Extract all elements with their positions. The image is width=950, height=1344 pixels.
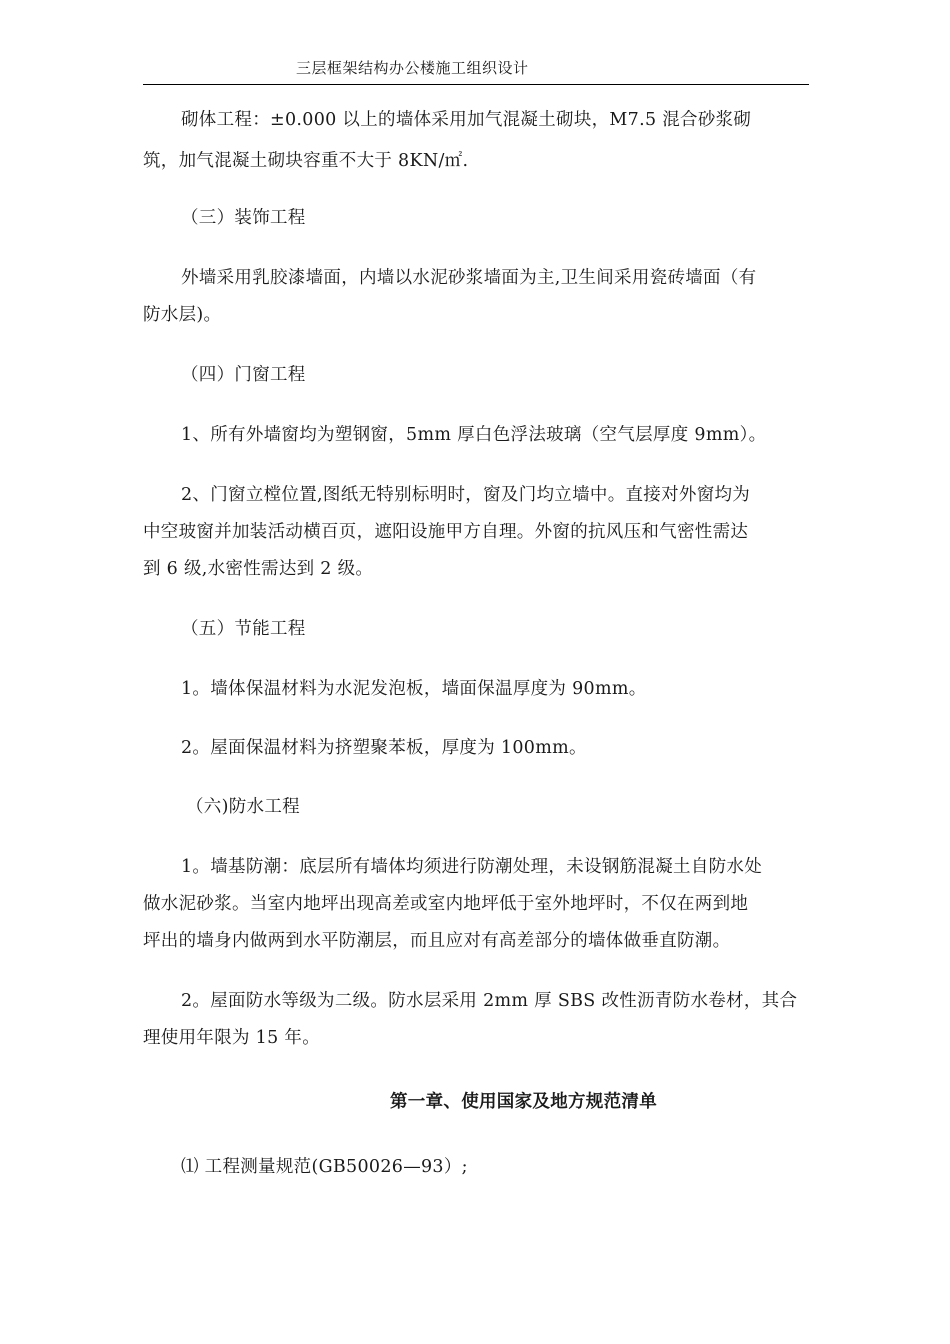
doors-item-2-line-2: 中空玻窗并加装活动横百页，遮阳设施甲方自理。外窗的抗风压和气密性需达 xyxy=(143,522,749,542)
energy-heading: （五）节能工程 xyxy=(181,619,306,639)
doors-item-1: 1、所有外墙窗均为塑钢窗，5mm 厚白色浮法玻璃（空气层厚度 9mm）。 xyxy=(181,425,767,445)
waterproofing-item-2-line-2: 理使用年限为 15 年。 xyxy=(143,1028,320,1048)
waterproofing-item-2-line-1: 2。屋面防水等级为二级。防水层采用 2mm 厚 SBS 改性沥青防水卷材，其合 xyxy=(181,991,798,1011)
waterproofing-item-1-line-3: 坪出的墙身内做两到水平防潮层，而且应对有高差部分的墙体做垂直防潮。 xyxy=(143,931,731,951)
doors-item-2-line-3: 到 6 级,水密性需达到 2 级。 xyxy=(143,559,374,579)
decoration-paragraph-line-2: 防水层)。 xyxy=(143,305,222,325)
waterproofing-item-1-line-2: 做水泥砂浆。当室内地坪出现高差或室内地坪低于室外地坪时，不仅在两到地 xyxy=(143,894,749,914)
document-header-title: 三层框架结构办公楼施工组织设计 xyxy=(296,59,529,77)
masonry-paragraph-line-2: 筑，加气混凝土砌块容重不大于 8KN/㎡. xyxy=(143,151,469,171)
spec-list-item-1: ⑴ 工程测量规范(GB50026—93）; xyxy=(181,1157,468,1177)
waterproofing-heading: （六)防水工程 xyxy=(186,797,300,817)
doors-windows-heading: （四）门窗工程 xyxy=(181,365,306,385)
energy-item-2: 2。屋面保温材料为挤塑聚苯板，厚度为 100mm。 xyxy=(181,738,587,758)
decoration-paragraph-line-1: 外墙采用乳胶漆墙面，内墙以水泥砂浆墙面为主,卫生间采用瓷砖墙面（有 xyxy=(181,268,757,288)
masonry-paragraph-line-1: 砌体工程：±0.000 以上的墙体采用加气混凝土砌块，M7.5 混合砂浆砌 xyxy=(181,110,752,130)
chapter-heading: 第一章、使用国家及地方规范清单 xyxy=(390,1092,657,1112)
header-divider xyxy=(143,84,809,85)
doors-item-2-line-1: 2、门窗立樘位置,图纸无特别标明时，窗及门均立墙中。直接对外窗均为 xyxy=(181,485,751,505)
waterproofing-item-1-line-1: 1。墙基防潮：底层所有墙体均须进行防潮处理，未设钢筋混凝土自防水处 xyxy=(181,857,763,877)
energy-item-1: 1。墙体保温材料为水泥发泡板，墙面保温厚度为 90mm。 xyxy=(181,679,647,699)
decoration-heading: （三）装饰工程 xyxy=(181,208,306,228)
